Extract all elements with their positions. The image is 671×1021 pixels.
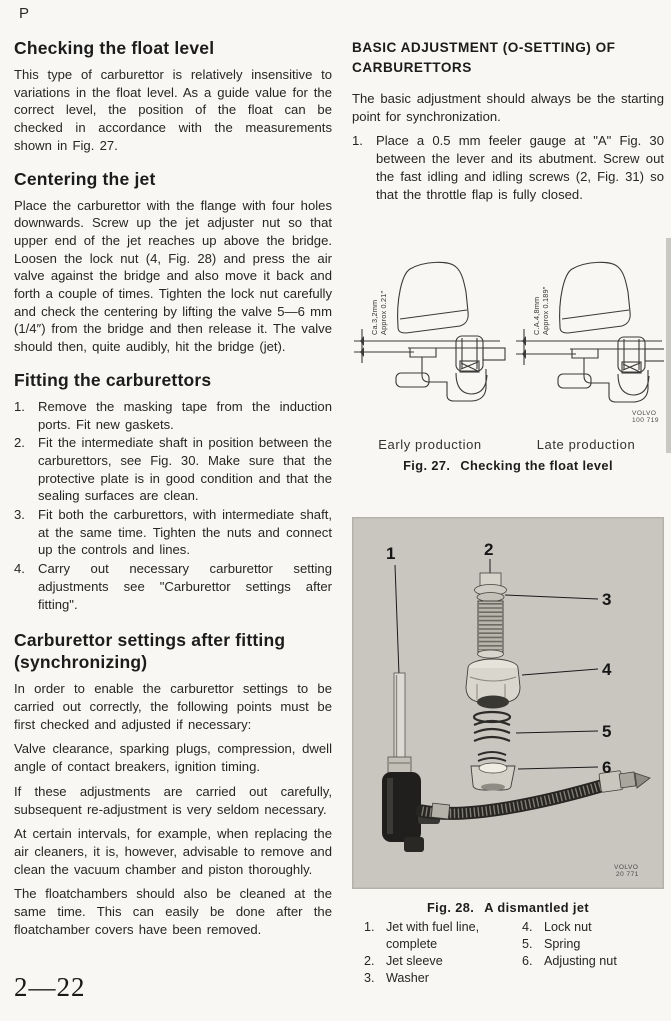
- callout-6: 6: [602, 758, 612, 778]
- early-production-label: Early production: [378, 437, 482, 453]
- list-item: [14, 434, 332, 505]
- dismantled-jet-photo: [352, 517, 664, 889]
- legend-item-text: Spring: [544, 937, 581, 952]
- callout-1: 1: [386, 544, 396, 564]
- list-item-number: 1.: [14, 398, 25, 414]
- right-column: [352, 36, 664, 987]
- section-heading-checking-float-level: Checking the float level: [14, 38, 215, 58]
- paragraph-checking-float-level: This type of carburettor is relatively insensitive to variations in the float level. As a guide value for the correct level, the position of the float can be checked in accordance with the measurements shown in Fig. 27.: [14, 67, 332, 153]
- figure-28-caption-text: A dismantled jet: [484, 900, 590, 916]
- early-production-drawing: [354, 263, 505, 402]
- legend-item: [364, 953, 522, 970]
- figure-28-legend: [352, 919, 664, 987]
- dimension-label-mm: C.A.4,8mm: [532, 296, 541, 336]
- paragraph-settings-readjustment: If these adjustments are carried out carefully, subsequent re-adjustment is very seldom necessary.: [14, 783, 332, 817]
- volvo-watermark: VOLVO: [614, 864, 639, 872]
- figure-28-caption: [352, 900, 664, 915]
- list-item-text: Remove the masking tape from the induction ports. Fit new gaskets.: [38, 398, 332, 432]
- figure-28-caption-number: Fig. 28.: [426, 900, 475, 916]
- legend-item-number: 2.: [364, 954, 375, 969]
- section-heading-centering-the-jet: Centering the jet: [14, 168, 156, 189]
- late-production-label: Late production: [536, 437, 636, 453]
- page-corner-letter: P: [19, 5, 30, 22]
- legend-column-left: [364, 919, 522, 987]
- left-column: [14, 36, 332, 945]
- legend-column-right: [522, 919, 662, 987]
- fitting-steps-list: [14, 398, 332, 613]
- volvo-watermark: VOLVO: [632, 410, 657, 418]
- legend-item-number: 1.: [364, 920, 375, 935]
- legend-item-number: 4.: [522, 920, 533, 935]
- figure-27: [352, 257, 664, 473]
- figure-27-sub-labels: [352, 437, 664, 452]
- paragraph-centering-the-jet: Place the carburettor with the flange with four holes downwards. Screw up the jet adjuster nut so that upper end of the jet reaches up above the bridge. Loosen the lock nut (4, Fig. 28) and press the air valve against the bridge and also move it back and forth a couple of times. Tighten the lock nut carefully and check the centering by lifting the valve 5—6 mm (1/4″) from the bridge and then release it. The valve should then, quite audibly, hit the bridge (jet).: [14, 197, 332, 355]
- page-number: 2—22: [14, 972, 86, 1002]
- list-item: [352, 132, 664, 203]
- legend-item: [364, 970, 522, 987]
- paragraph-settings-intervals: At certain intervals, for example, when replacing the air cleaners, it is, however, advisable to remove and clean the vacuum chamber and piston thoroughly.: [14, 826, 332, 877]
- paragraph-settings-intro: In order to enable the carburettor settings to be carried out correctly, the following points must be first checked and adjusted if necessary:: [14, 681, 332, 732]
- figure-27-caption: [352, 458, 664, 473]
- legend-item-text: Lock nut: [544, 920, 592, 935]
- section-heading-carburettor-settings: Carburettor settings after fitting (synchronizing): [14, 630, 286, 673]
- volvo-watermark-number: 100 719: [632, 417, 659, 425]
- section-heading-basic-adjustment: BASIC ADJUSTMENT (O-SETTING) OF CARBURETTORS: [352, 40, 616, 75]
- legend-item-number: 6.: [522, 954, 533, 969]
- callout-4: 4: [602, 660, 612, 680]
- legend-item: [522, 953, 662, 970]
- figure-27-caption-text: Checking the float level: [460, 458, 613, 474]
- paragraph-settings-floatchambers: The floatchambers should also be cleaned at the same time. This can easily be done after the floatchamber covers have been removed.: [14, 886, 332, 937]
- list-item-text: Fit the intermediate shaft in position between the carburettors, see Fig. 30. Make sure that the protective plate is in good condition and that the sealing surfaces are clean.: [38, 435, 332, 504]
- list-item-text: Place a 0.5 mm feeler gauge at "A" Fig. 30 between the lever and its abutment. Screw out the fast idling and idling screws (2, Fig. 31) so that the throttle flap is fully closed.: [376, 133, 664, 202]
- callout-2: 2: [484, 540, 494, 560]
- list-item-number: 1.: [352, 133, 363, 149]
- list-item: [14, 560, 332, 613]
- paragraph-settings-checklist: Valve clearance, sparking plugs, compression, dwell angle of contact breakers, ignition timing.: [14, 741, 332, 775]
- list-item-text: Fit both the carburettors, with intermediate shaft, at the same time. Tighten the nuts and connect up the controls and lines.: [38, 507, 332, 558]
- legend-item-text: Jet with fuel line, complete: [386, 920, 480, 952]
- dimension-label-mm: Ca.3,2mm: [370, 299, 379, 336]
- legend-item: [522, 936, 662, 953]
- list-item-text: Carry out necessary carburettor setting adjustments see "Carburettor settings after fitting".: [38, 561, 332, 612]
- legend-item-text: Washer: [386, 971, 429, 986]
- dimension-label-inch: Approx 0.189″: [541, 286, 550, 336]
- list-item-number: 4.: [14, 561, 25, 577]
- legend-item: [522, 919, 662, 936]
- volvo-watermark-number: 20 771: [616, 871, 639, 879]
- list-item: [14, 398, 332, 433]
- callout-3: 3: [602, 590, 612, 610]
- list-item: [14, 506, 332, 559]
- late-production-drawing: [516, 263, 664, 425]
- legend-item: [364, 919, 522, 953]
- legend-item-text: Jet sleeve: [386, 954, 443, 969]
- float-level-diagram: [352, 257, 664, 429]
- dimension-label-inch: Approx 0.21″: [379, 290, 388, 336]
- figure-28: [352, 517, 664, 987]
- section-heading-fitting-the-carburettors: Fitting the carburettors: [14, 369, 212, 390]
- legend-item-text: Adjusting nut: [544, 954, 617, 969]
- legend-item-number: 5.: [522, 937, 533, 952]
- legend-item-number: 3.: [364, 971, 375, 986]
- list-item-number: 3.: [14, 507, 25, 523]
- scan-artifact: [666, 238, 671, 453]
- callout-5: 5: [602, 722, 612, 742]
- paragraph-basic-adjustment-intro: The basic adjustment should always be the starting point for synchronization.: [352, 91, 664, 124]
- list-item-number: 2.: [14, 435, 25, 451]
- figure-27-caption-number: Fig. 27.: [403, 458, 451, 474]
